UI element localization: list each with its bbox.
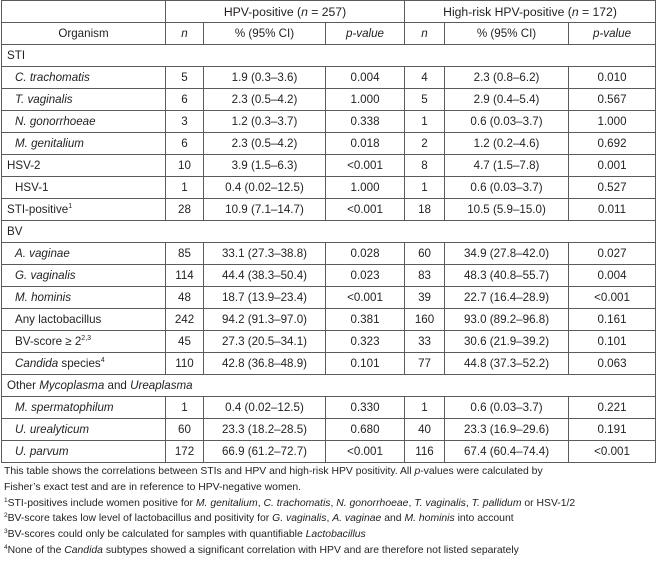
col-hpv-pct: % (95% CI) (204, 23, 326, 45)
hr-n-cell: 1 (405, 111, 445, 133)
hpv-pct-cell: 1.9 (0.3–3.6) (204, 67, 326, 89)
organism-cell (2, 111, 166, 133)
hpv-n-cell: 6 (166, 89, 204, 111)
table-body (2, 45, 656, 463)
hr-n-cell: 40 (405, 419, 445, 441)
hr-n-cell: 1 (405, 177, 445, 199)
hr-n-cell: 8 (405, 155, 445, 177)
organism-cell (2, 353, 166, 375)
organism-cell (2, 133, 166, 155)
hr-n-cell: 2 (405, 133, 445, 155)
hr-n-cell: 77 (405, 353, 445, 375)
hpv-pct-cell: 44.4 (38.3–50.4) (204, 265, 326, 287)
hpv-n-cell: 114 (166, 265, 204, 287)
hpv-p-cell: 1.000 (326, 177, 405, 199)
hr-p-cell: 0.010 (569, 67, 656, 89)
hr-p-cell: <0.001 (569, 287, 656, 309)
table-row (2, 89, 656, 111)
organism-cell (2, 287, 166, 309)
hr-p-cell: 0.063 (569, 353, 656, 375)
section-title-part: and (104, 378, 131, 392)
section-title-part: Mycoplasma (39, 378, 105, 392)
organism-cell (2, 67, 166, 89)
hpv-p-cell: 0.323 (326, 331, 405, 353)
hr-pct-cell: 22.7 (16.4–28.9) (445, 287, 569, 309)
hr-n-cell: 1 (405, 397, 445, 419)
hpv-p-cell: 0.101 (326, 353, 405, 375)
section-row (2, 45, 656, 67)
organism-name: HSV-2 (7, 158, 41, 172)
footnote-3: $^3$BV-scores could only be calculated for samples with quantifiable Lactobacillus (4, 528, 366, 541)
hpv-pct-cell: 94.2 (91.3–97.0) (204, 309, 326, 331)
hr-p-cell: 0.004 (569, 265, 656, 287)
organism-cell (2, 419, 166, 441)
hr-p-cell: 0.011 (569, 199, 656, 221)
hpv-pct-cell: 0.4 (0.02–12.5) (204, 177, 326, 199)
hr-pct-cell: 44.8 (37.3–52.2) (445, 353, 569, 375)
organism-name: M. spermatophilum (15, 400, 114, 414)
hpv-pct-cell: 33.1 (27.3–38.8) (204, 243, 326, 265)
hpv-p-cell: 0.023 (326, 265, 405, 287)
hpv-p-cell: 1.000 (326, 89, 405, 111)
organism-cell (2, 243, 166, 265)
hr-pct-cell: 67.4 (60.4–74.4) (445, 441, 569, 463)
organism-name: A. vaginae (15, 246, 70, 260)
hr-n-cell: 5 (405, 89, 445, 111)
organism-name: U. urealyticum (15, 422, 90, 436)
hpv-p-cell: 0.338 (326, 111, 405, 133)
organism-name: C. trachomatis (15, 70, 90, 84)
section-row (2, 221, 656, 243)
footnote-2: $^2$BV-score takes low level of lactobacillus and positivity for G. vaginalis, A. vaginae and M. hominis into account (4, 512, 514, 525)
organism-cell (2, 331, 166, 353)
hpv-p-cell: 0.330 (326, 397, 405, 419)
hr-n-cell: 39 (405, 287, 445, 309)
hpv-pct-cell: 3.9 (1.5–6.3) (204, 155, 326, 177)
hr-p-cell: 0.191 (569, 419, 656, 441)
hr-p-cell: 0.692 (569, 133, 656, 155)
hr-pct-cell: 0.6 (0.03–3.7) (445, 111, 569, 133)
hpv-pct-cell: 23.3 (18.2–28.5) (204, 419, 326, 441)
hr-pct-cell: 0.6 (0.03–3.7) (445, 397, 569, 419)
hr-pct-cell: 23.3 (16.9–29.6) (445, 419, 569, 441)
hpv-n-cell: 3 (166, 111, 204, 133)
organism-name: STI-positive (7, 202, 69, 216)
col-hr-n: n (405, 23, 445, 45)
hpv-p-cell: 0.018 (326, 133, 405, 155)
hpv-pct-cell: 1.2 (0.3–3.7) (204, 111, 326, 133)
hpv-p-cell: <0.001 (326, 155, 405, 177)
table-row (2, 177, 656, 199)
organism-cell (2, 265, 166, 287)
hr-pct-cell: 34.9 (27.8–42.0) (445, 243, 569, 265)
hr-p-cell: 0.161 (569, 309, 656, 331)
col-hr-p: p-value (569, 23, 656, 45)
section-title-part: Ureaplasma (130, 378, 193, 392)
hr-pct-cell: 4.7 (1.5–7.8) (445, 155, 569, 177)
table-row (2, 243, 656, 265)
organism-name: U. parvum (15, 444, 69, 458)
hpv-n-cell: 85 (166, 243, 204, 265)
footnote-ref: 1 (68, 202, 73, 210)
organism-cell (2, 155, 166, 177)
hr-p-cell: 0.001 (569, 155, 656, 177)
organism-name: Any lactobacillus (15, 312, 102, 326)
hpv-positive-group-header: HPV-positive (n = 257) (166, 1, 405, 23)
hpv-n-cell: 60 (166, 419, 204, 441)
organism-name: T. vaginalis (15, 92, 73, 106)
hr-n-cell: 160 (405, 309, 445, 331)
section-title: BV (2, 221, 656, 243)
hpv-p-cell: 0.004 (326, 67, 405, 89)
hpv-p-cell: <0.001 (326, 287, 405, 309)
hpv-pct-cell: 2.3 (0.5–4.2) (204, 89, 326, 111)
footnote-ref: 2,3 (81, 334, 92, 342)
organism-cell (2, 397, 166, 419)
table-row (2, 133, 656, 155)
table-row (2, 441, 656, 463)
hpv-pct-cell: 42.8 (36.8–48.9) (204, 353, 326, 375)
hr-n-cell: 4 (405, 67, 445, 89)
hpv-pct-cell: 10.9 (7.1–14.7) (204, 199, 326, 221)
footnote-4: $^4$None of the Candida subtypes showed a significant correlation with HPV and are therefore not listed separately (4, 543, 519, 556)
hpv-n-cell: 48 (166, 287, 204, 309)
hr-p-cell: 0.027 (569, 243, 656, 265)
hpv-pct-cell: 27.3 (20.5–34.1) (204, 331, 326, 353)
hpv-pct-cell: 0.4 (0.02–12.5) (204, 397, 326, 419)
section-title-part: Other (7, 378, 40, 392)
table-row (2, 397, 656, 419)
col-hpv-n: n (166, 23, 204, 45)
caption-line-2: Fisher’s exact test and are in reference to HPV-negative women. (4, 481, 302, 493)
organism-name: G. vaginalis (15, 268, 76, 282)
organism-cell (2, 177, 166, 199)
organism-suffix: species (58, 356, 101, 370)
organism-name: HSV-1 (15, 180, 49, 194)
hpv-pct-cell: 2.3 (0.5–4.2) (204, 133, 326, 155)
hpv-p-cell: 0.028 (326, 243, 405, 265)
table-row (2, 419, 656, 441)
hpv-n-cell: 1 (166, 397, 204, 419)
organism-name: M. hominis (15, 290, 72, 304)
section-title (2, 375, 656, 397)
footnote-1: $^1$STI-positives include women positive for M. genitalium, C. trachomatis, N. gonorrhoeae, T. vaginalis, T. pallidum or HSV-1/2 (4, 496, 576, 509)
section-row (2, 375, 656, 397)
hr-pct-cell: 93.0 (89.2–96.8) (445, 309, 569, 331)
hr-pct-cell: 2.3 (0.8–6.2) (445, 67, 569, 89)
hr-p-cell: 0.527 (569, 177, 656, 199)
hpv-pct-cell: 18.7 (13.9–23.4) (204, 287, 326, 309)
document-page (1, 0, 655, 559)
hr-p-cell: 1.000 (569, 111, 656, 133)
table-row (2, 111, 656, 133)
table-row (2, 287, 656, 309)
hpv-n-cell: 5 (166, 67, 204, 89)
hr-n-cell: 60 (405, 243, 445, 265)
hpv-p-cell: 0.680 (326, 419, 405, 441)
section-title: STI (2, 45, 656, 67)
table-row (2, 199, 656, 221)
hpv-n-cell: 1 (166, 177, 204, 199)
col-hr-pct: % (95% CI) (445, 23, 569, 45)
hr-p-cell: <0.001 (569, 441, 656, 463)
hpv-n-cell: 10 (166, 155, 204, 177)
hpv-pct-cell: 66.9 (61.2–72.7) (204, 441, 326, 463)
hr-pct-cell: 48.3 (40.8–55.7) (445, 265, 569, 287)
footnote-ref: 4 (100, 356, 105, 364)
hr-n-cell: 18 (405, 199, 445, 221)
hr-p-cell: 0.567 (569, 89, 656, 111)
table-row (2, 67, 656, 89)
organism-name: BV-score ≥ 2 (15, 334, 82, 348)
table-notes (1, 464, 655, 559)
hpv-n-cell: 6 (166, 133, 204, 155)
hpv-n-cell: 45 (166, 331, 204, 353)
col-organism: Organism (2, 23, 166, 45)
table-row (2, 155, 656, 177)
organism-cell (2, 89, 166, 111)
organism-name: N. gonorrhoeae (15, 114, 96, 128)
organism-cell (2, 199, 166, 221)
hr-pct-cell: 2.9 (0.4–5.4) (445, 89, 569, 111)
organism-cell (2, 309, 166, 331)
hr-pct-cell: 1.2 (0.2–4.6) (445, 133, 569, 155)
hpv-p-cell: <0.001 (326, 441, 405, 463)
hpv-n-cell: 172 (166, 441, 204, 463)
hpv-p-cell: <0.001 (326, 199, 405, 221)
organism-name: Candida (15, 356, 59, 370)
organism-cell (2, 441, 166, 463)
hr-n-cell: 83 (405, 265, 445, 287)
col-hpv-p: p-value (326, 23, 405, 45)
hr-p-cell: 0.221 (569, 397, 656, 419)
table-row (2, 265, 656, 287)
organism-name: M. genitalium (15, 136, 84, 150)
caption-line-1: This table shows the correlations between STIs and HPV and high-risk HPV positivity. All p-values were calculated by (4, 466, 543, 477)
hr-p-cell: 0.101 (569, 331, 656, 353)
hpv-n-cell: 28 (166, 199, 204, 221)
hr-pct-cell: 0.6 (0.03–3.7) (445, 177, 569, 199)
header-empty-cell (2, 1, 166, 23)
high-risk-hpv-group-header: High-risk HPV-positive (n = 172) (405, 1, 656, 23)
hpv-n-cell: 110 (166, 353, 204, 375)
table-row (2, 331, 656, 353)
table-row (2, 309, 656, 331)
hr-pct-cell: 10.5 (5.9–15.0) (445, 199, 569, 221)
group-header-row (2, 1, 656, 23)
column-header-row (2, 23, 656, 45)
hr-pct-cell: 30.6 (21.9–39.2) (445, 331, 569, 353)
results-table (1, 0, 656, 463)
hpv-p-cell: 0.381 (326, 309, 405, 331)
hr-n-cell: 116 (405, 441, 445, 463)
table-row (2, 353, 656, 375)
hr-n-cell: 33 (405, 331, 445, 353)
hpv-n-cell: 242 (166, 309, 204, 331)
